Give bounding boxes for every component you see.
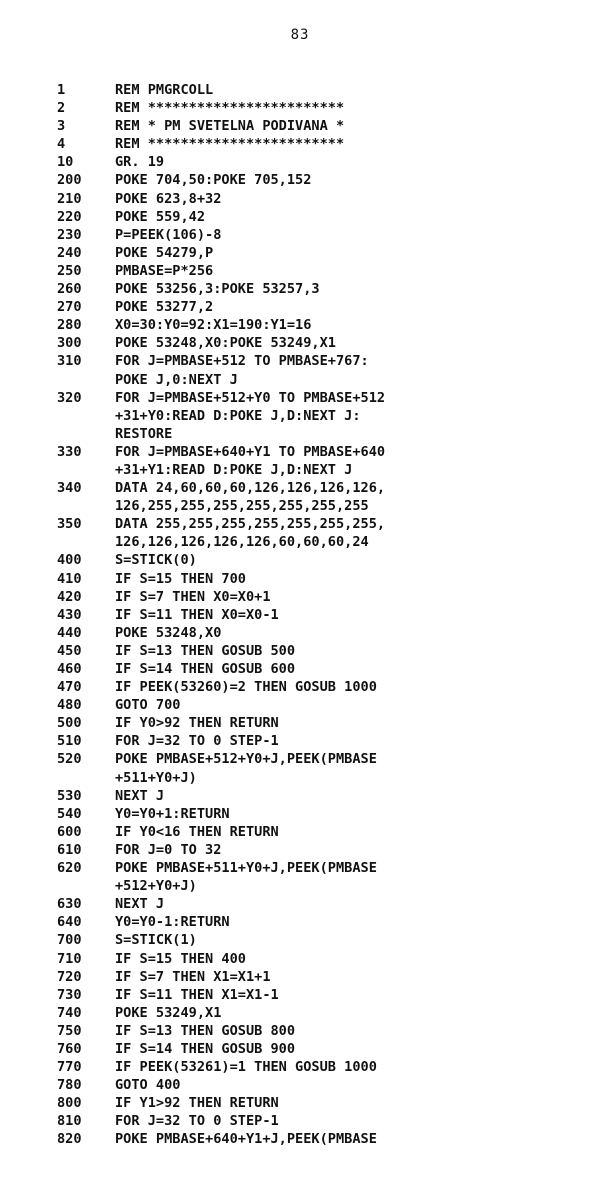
line-code (115, 153, 164, 171)
program-line (57, 606, 580, 624)
code-text: IF PEEK(53261)=1 THEN GOSUB 1000 (115, 1059, 377, 1076)
program-line (57, 298, 580, 316)
line-code (115, 986, 279, 1004)
code-text: POKE 623,8+32 (115, 190, 222, 207)
program-line (57, 99, 580, 117)
code-text: GR. 19 (115, 154, 165, 171)
line-code (115, 624, 221, 642)
line-number: 450 (57, 642, 82, 659)
line-number: 700 (57, 932, 82, 949)
line-number: 200 (57, 172, 82, 189)
code-text: X0=30:Y0=92:X1=190:Y1=16 (115, 317, 312, 334)
program-line (57, 805, 580, 823)
code-text: P=PEEK(106)-8 (115, 226, 222, 243)
code-text: FOR J=PMBASE+512+Y0 TO PMBASE+512 (115, 389, 386, 406)
program-line (57, 859, 580, 895)
line-code (115, 950, 246, 968)
line-code (115, 787, 164, 805)
code-text: POKE 53248,X0 (115, 624, 222, 641)
line-code (115, 551, 197, 569)
program-line (57, 787, 580, 805)
program-line (57, 208, 580, 226)
line-number: 330 (57, 443, 82, 460)
program-line (57, 443, 580, 479)
code-text: NEXT J (115, 896, 165, 913)
program-line (57, 750, 580, 786)
program-line (57, 1076, 580, 1094)
program-line (57, 352, 580, 388)
line-number: 470 (57, 679, 82, 696)
line-number: 230 (57, 226, 82, 243)
line-code (115, 352, 369, 388)
line-number: 750 (57, 1022, 82, 1039)
program-line (57, 515, 580, 551)
line-code (115, 859, 377, 895)
program-line (57, 1058, 580, 1076)
code-text: POKE PMBASE+512+Y0+J,PEEK(PMBASE (115, 751, 377, 768)
line-code (115, 443, 385, 479)
program-line (57, 262, 580, 280)
code-text: Y0=Y0-1:RETURN (115, 914, 230, 931)
line-number: 780 (57, 1077, 82, 1094)
program-line (57, 153, 580, 171)
program-line (57, 1112, 580, 1130)
code-text: IF PEEK(53260)=2 THEN GOSUB 1000 (115, 679, 377, 696)
code-text: NEXT J (115, 787, 165, 804)
code-text: IF S=15 THEN 700 (115, 570, 246, 587)
line-code (115, 316, 311, 334)
line-code (115, 570, 246, 588)
program-line (57, 931, 580, 949)
program-line (57, 389, 580, 443)
line-number: 400 (57, 552, 82, 569)
line-code (115, 99, 344, 117)
code-text: IF S=7 THEN X1=X1+1 (115, 968, 271, 985)
program-line (57, 171, 580, 189)
line-code (115, 841, 221, 859)
code-text: +31+Y1:READ D:POKE J,D:NEXT J (115, 461, 353, 478)
line-number: 300 (57, 335, 82, 352)
program-line (57, 334, 580, 352)
line-number: 610 (57, 841, 82, 858)
basic-listing (57, 81, 580, 1149)
program-line (57, 190, 580, 208)
line-code (115, 135, 344, 153)
line-number: 500 (57, 715, 82, 732)
line-code (115, 1076, 180, 1094)
program-line (57, 950, 580, 968)
code-text: GOTO 400 (115, 1077, 181, 1094)
program-line (57, 841, 580, 859)
line-code (115, 1022, 295, 1040)
line-code (115, 1058, 377, 1076)
line-number: 600 (57, 823, 82, 840)
line-code (115, 334, 336, 352)
line-number: 340 (57, 480, 82, 497)
program-line (57, 479, 580, 515)
line-number: 250 (57, 262, 82, 279)
line-number: 530 (57, 787, 82, 804)
program-line (57, 588, 580, 606)
line-number: 820 (57, 1131, 82, 1148)
code-text: FOR J=32 TO 0 STEP-1 (115, 733, 279, 750)
line-code (115, 714, 279, 732)
code-text: GOTO 700 (115, 697, 181, 714)
line-code (115, 642, 295, 660)
line-code (115, 895, 164, 913)
code-text: IF Y0<16 THEN RETURN (115, 823, 279, 840)
program-line (57, 895, 580, 913)
line-code (115, 1004, 221, 1022)
line-code (115, 823, 279, 841)
line-number: 430 (57, 606, 82, 623)
line-code (115, 479, 385, 515)
line-number: 210 (57, 190, 82, 207)
program-line (57, 316, 580, 334)
code-text: FOR J=0 TO 32 (115, 841, 222, 858)
line-code (115, 515, 385, 551)
program-line (57, 226, 580, 244)
code-text: POKE 53277,2 (115, 299, 214, 316)
line-code (115, 226, 221, 244)
line-number: 770 (57, 1059, 82, 1076)
program-line (57, 1004, 580, 1022)
line-code (115, 262, 213, 280)
code-text: POKE PMBASE+511+Y0+J,PEEK(PMBASE (115, 860, 377, 877)
page-number: 83 (290, 27, 310, 43)
line-number: 520 (57, 751, 82, 768)
code-text: IF S=15 THEN 400 (115, 950, 246, 967)
program-line (57, 1040, 580, 1058)
program-line (57, 678, 580, 696)
code-text: FOR J=32 TO 0 STEP-1 (115, 1113, 279, 1130)
line-number: 240 (57, 244, 82, 261)
code-text: 126,126,126,126,126,60,60,60,24 (115, 534, 369, 551)
line-code (115, 171, 311, 189)
program-line (57, 135, 580, 153)
code-text: IF S=14 THEN GOSUB 900 (115, 1040, 296, 1057)
line-code (115, 805, 230, 823)
line-code (115, 1094, 279, 1112)
line-code (115, 1112, 279, 1130)
code-text: REM ************************ (115, 100, 345, 117)
line-number: 460 (57, 661, 82, 677)
program-line (57, 244, 580, 262)
code-text: IF S=11 THEN X0=X0-1 (115, 606, 279, 623)
program-line (57, 1094, 580, 1112)
code-text: REM ************************ (115, 136, 345, 153)
line-code (115, 660, 295, 678)
code-text: IF S=13 THEN GOSUB 800 (115, 1022, 296, 1039)
program-line (57, 642, 580, 660)
line-number: 510 (57, 733, 82, 750)
code-text: S=STICK(0) (115, 552, 197, 569)
line-code (115, 244, 213, 262)
line-number: 630 (57, 896, 82, 913)
line-code (115, 931, 197, 949)
code-text: IF S=13 THEN GOSUB 500 (115, 642, 296, 659)
line-number: 620 (57, 860, 82, 877)
line-number: 810 (57, 1113, 82, 1130)
line-code (115, 280, 320, 298)
line-number: 800 (57, 1095, 82, 1112)
code-text: POKE 54279,P (115, 244, 214, 261)
line-number: 350 (57, 516, 82, 533)
line-number: 440 (57, 624, 82, 641)
code-text: PMBASE=P*256 (115, 262, 214, 279)
line-number: 10 (57, 154, 74, 171)
program-line (57, 624, 580, 642)
code-text: DATA 255,255,255,255,255,255,255, (115, 516, 386, 533)
code-text: POKE 559,42 (115, 208, 206, 225)
code-text: RESTORE (115, 425, 173, 442)
program-line (57, 732, 580, 750)
line-number: 280 (57, 317, 82, 334)
code-text: DATA 24,60,60,60,126,126,126,126, (115, 480, 386, 497)
line-code (115, 968, 271, 986)
line-code (115, 389, 385, 443)
code-text: S=STICK(1) (115, 932, 197, 949)
code-text: FOR J=PMBASE+512 TO PMBASE+767: (115, 353, 369, 370)
code-text: POKE 53248,X0:POKE 53249,X1 (115, 335, 336, 352)
line-number: 760 (57, 1040, 82, 1057)
code-text: +31+Y0:READ D:POKE J,D:NEXT J: (115, 407, 361, 424)
line-number: 320 (57, 389, 82, 406)
code-text: POKE 704,50:POKE 705,152 (115, 172, 312, 189)
code-text: IF S=11 THEN X1=X1-1 (115, 986, 279, 1003)
line-number: 720 (57, 968, 82, 985)
program-line (57, 913, 580, 931)
code-text: 126,255,255,255,255,255,255,255 (115, 498, 369, 515)
program-line (57, 81, 580, 99)
line-number: 740 (57, 1004, 82, 1021)
line-code (115, 678, 377, 696)
code-text: POKE PMBASE+640+Y1+J,PEEK(PMBASE (115, 1131, 377, 1148)
line-number: 220 (57, 208, 82, 225)
line-number: 540 (57, 805, 82, 822)
code-text: Y0=Y0+1:RETURN (115, 805, 230, 822)
line-number: 640 (57, 914, 82, 931)
line-number: 1 (57, 82, 66, 98)
code-text: IF Y1>92 THEN RETURN (115, 1095, 279, 1112)
program-line (57, 551, 580, 569)
line-code (115, 1040, 295, 1058)
line-code (115, 1130, 377, 1148)
line-number: 260 (57, 281, 82, 298)
program-line (57, 117, 580, 135)
program-line (57, 280, 580, 298)
line-code (115, 190, 221, 208)
line-number: 710 (57, 950, 82, 967)
line-number: 420 (57, 588, 82, 605)
code-text: POKE 53256,3:POKE 53257,3 (115, 281, 320, 298)
code-text: +511+Y0+J) (115, 769, 197, 786)
line-code (115, 208, 205, 226)
line-code (115, 732, 279, 750)
program-line (57, 714, 580, 732)
line-code (115, 117, 344, 135)
line-code (115, 298, 213, 316)
line-code (115, 696, 180, 714)
line-code (115, 81, 213, 99)
code-text: POKE 53249,X1 (115, 1004, 222, 1021)
line-number: 4 (57, 136, 66, 153)
program-line (57, 660, 580, 678)
line-number: 310 (57, 353, 82, 370)
program-line (57, 1022, 580, 1040)
code-text: IF S=7 THEN X0=X0+1 (115, 588, 271, 605)
program-line (57, 570, 580, 588)
code-text: REM * PM SVETELNA PODIVANA * (115, 118, 345, 135)
code-text: IF Y0>92 THEN RETURN (115, 715, 279, 732)
code-text: +512+Y0+J) (115, 878, 197, 895)
line-number: 2 (57, 100, 66, 117)
line-code (115, 750, 377, 786)
line-code (115, 606, 279, 624)
code-text: POKE J,0:NEXT J (115, 371, 238, 388)
code-text: REM PMGRCOLL (115, 82, 214, 98)
line-code (115, 588, 271, 606)
program-line (57, 696, 580, 714)
line-number: 410 (57, 570, 82, 587)
line-number: 480 (57, 697, 82, 714)
line-number: 270 (57, 299, 82, 316)
program-line (57, 968, 580, 986)
program-line (57, 1130, 580, 1148)
code-text: IF S=14 THEN GOSUB 600 (115, 661, 296, 677)
line-number: 3 (57, 118, 66, 135)
line-code (115, 913, 230, 931)
code-text: FOR J=PMBASE+640+Y1 TO PMBASE+640 (115, 443, 386, 460)
program-line (57, 986, 580, 1004)
program-line (57, 823, 580, 841)
line-number: 730 (57, 986, 82, 1003)
